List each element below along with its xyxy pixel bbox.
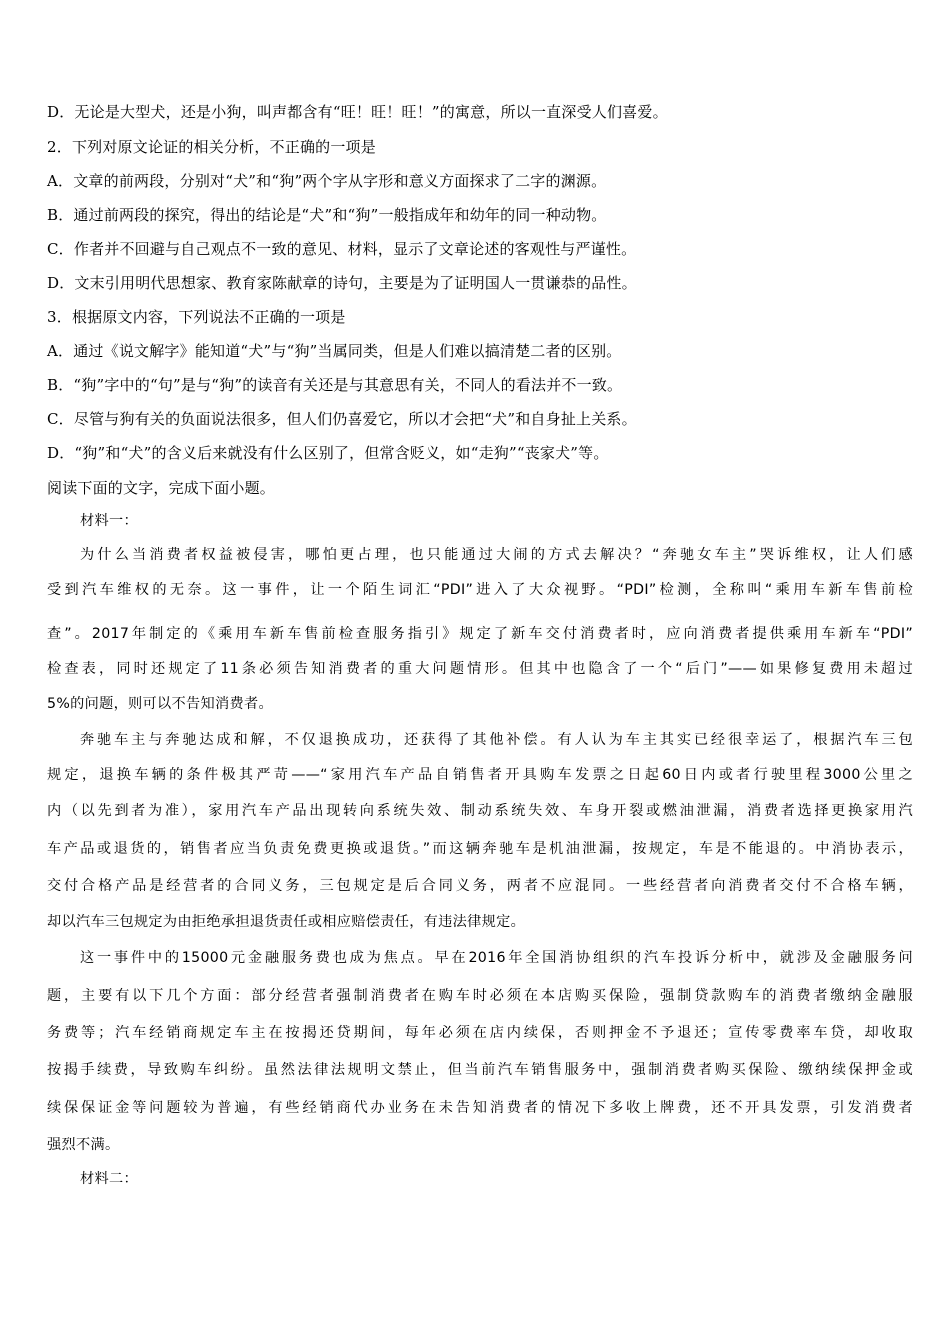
q1-option-d: D．无论是大型犬，还是小狗，叫声都含有“旺！旺！旺！”的寓意，所以一直深受人们喜爱。 [47,103,668,121]
q2-option-d: D．文末引用明代思想家、教育家陈献章的诗句，主要是为了证明国人一贯谦恭的品性。 [47,274,637,292]
q3-stem: 3．根据原文内容，下列说法不正确的一项是 [47,308,346,326]
q2-option-b: B．通过前两段的探究，得出的结论是“犬”和“狗”一般指成年和幼年的同一种动物。 [47,206,607,224]
paragraph-line: 车产品或退货的，销售者应当负责免费更换或退货。”而这辆奔驰车是机油泄漏，按规定，车是不能退的。中消协表示， [47,841,913,857]
paragraph-line: 内（以先到者为准），家用汽车产品出现转向系统失效、制动系统失效、车身开裂或燃油泄漏，消费者选择更换家用汽 [47,803,913,819]
paragraph-line: 交付合格产品是经营者的合同义务，三包规定是后合同义务，两者不应混同。一些经营者向消费者交付不合格车辆， [47,878,913,894]
q2-option-c: C．作者并不回避与自己观点不一致的意见、材料，显示了文章论述的客观性与严谨性。 [47,240,637,258]
material-one-heading: 材料一： [80,513,138,529]
paragraph-line: 为什么当消费者权益被侵害，哪怕更占理，也只能通过大闹的方式去解决？“奔驰女车主”哭诉维权，让人们感 [80,547,913,563]
paragraph-line: 务费等；汽车经销商规定车主在按揭还贷期间，每年必须在店内续保，否则押金不予退还；宣传零费率车贷，却收取 [47,1025,913,1041]
paragraph-line: 受到汽车维权的无奈。这一事件，让一个陌生词汇“PDI”进入了大众视野。“PDI”检测，全称叫“乘用车新车售前检 [47,582,913,598]
paragraph-line: 却以汽车三包规定为由拒绝承担退货责任或相应赔偿责任，有违法律规定。 [47,914,526,930]
paragraph-line: 检查表，同时还规定了11条必须告知消费者的重大问题情形。但其中也隐含了一个“后门”——如果修复费用未超过 [47,661,913,677]
q3-option-b: B．“狗”字中的“句”是与“狗”的读音有关还是与其意思有关，不同人的看法并不一致。 [47,376,623,394]
q3-option-a: A．通过《说文解字》能知道“犬”与“狗”当属同类，但是人们难以搞清楚二者的区别。 [47,342,622,360]
paragraph-line: 续保保证金等问题较为普遍，有些经销商代办业务在未告知消费者的情况下多收上牌费，还不开具发票，引发消费者 [47,1100,913,1116]
paragraph-line: 题，主要有以下几个方面：部分经营者强制消费者在购车时必须在本店购买保险，强制贷款购车的消费者缴纳金融服 [47,988,913,1004]
paragraph-line: 奔驰车主与奔驰达成和解，不仅退换成功，还获得了其他补偿。有人认为车主其实已经很幸运了，根据汽车三包 [80,732,913,748]
paragraph-line: 强烈不满。 [47,1137,120,1153]
paragraph-line: 这一事件中的15000元金融服务费也成为焦点。早在2016年全国消协组织的汽车投诉分析中，就涉及金融服务问 [80,950,913,966]
paragraph-line: 规定，退换车辆的条件极其严苛——“家用汽车产品自销售者开具购车发票之日起60日内或者行驶里程3000公里之 [47,767,913,783]
paragraph-line: 按揭手续费，导致购车纠纷。虽然法律法规明文禁止，但当前汽车销售服务中，强制消费者购买保险、缴纳续保押金或 [47,1062,913,1078]
q3-option-c: C．尽管与狗有关的负面说法很多，但人们仍喜爱它，所以才会把“犬”和自身扯上关系。 [47,410,637,428]
material-two-heading: 材料二： [80,1171,138,1187]
reading-instruction: 阅读下面的文字，完成下面小题。 [47,479,276,497]
q2-option-a: A．文章的前两段，分别对“犬”和“狗”两个字从字形和意义方面探求了二字的渊源。 [47,172,607,190]
q3-option-d: D．“狗”和“犬”的含义后来就没有什么区别了，但常含贬义，如“走狗”“丧家犬”等。 [47,444,609,462]
paragraph-line: 5%的问题，则可以不告知消费者。 [47,696,273,712]
paragraph-line: 查”。2017年制定的《乘用车新车售前检查服务指引》规定了新车交付消费者时，应向消费者提供乘用车新车“PDI” [47,626,913,642]
q2-stem: 2．下列对原文论证的相关分析，不正确的一项是 [47,138,376,156]
